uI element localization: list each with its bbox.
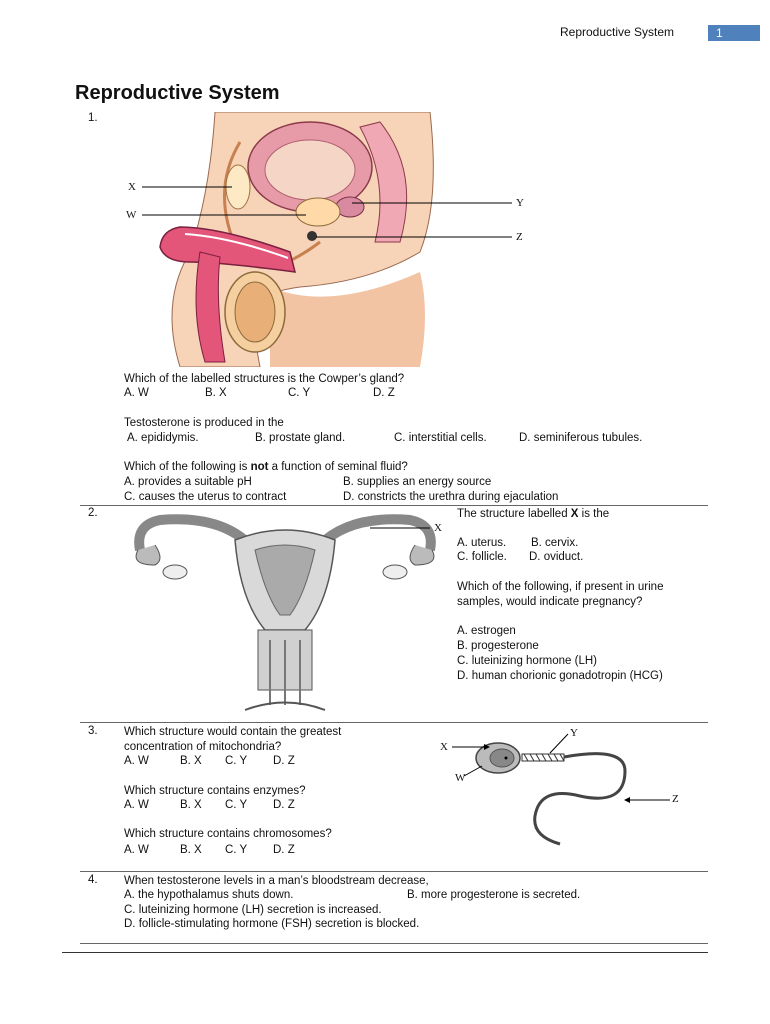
q3a-option-a: A. W (124, 755, 149, 767)
q1a-option-a: A. W (124, 387, 149, 399)
q1b-option-d: D. seminiferous tubules. (519, 432, 643, 444)
divider (80, 505, 708, 506)
question-2-number: 2. (88, 507, 98, 519)
question-1c-text: Which of the following is not a function of seminal fluid? (124, 461, 408, 473)
diagram-label-z: Z (516, 231, 523, 243)
divider (80, 722, 708, 723)
female-reproductive-diagram (130, 510, 440, 720)
q2a-option-a: A. uterus. (457, 537, 507, 549)
q3b-option-b: B. X (180, 799, 202, 811)
q2b-option-a: A. estrogen (457, 625, 516, 637)
divider (80, 871, 708, 872)
footer-rule (62, 952, 708, 953)
q1c-option-c: C. causes the uterus to contract (124, 491, 287, 503)
q2b-option-c: C. luteinizing hormone (LH) (457, 655, 597, 667)
q3b-option-a: A. W (124, 799, 149, 811)
question-3a-line2: concentration of mitochondria? (124, 741, 282, 753)
question-3a-line1: Which structure would contain the greatest (124, 726, 342, 738)
q4-option-b: B. more progesterone is secreted. (407, 889, 581, 901)
q3b-option-c: C. Y (225, 799, 248, 811)
page-title: Reproductive System (75, 82, 280, 104)
question-1b-text: Testosterone is produced in the (124, 417, 284, 429)
diagram-label-x: X (440, 741, 448, 753)
question-2b-line1: Which of the following, if present in urine (457, 581, 664, 593)
q1b-option-a: A. epididymis. (127, 432, 199, 444)
q2b-option-b: B. progesterone (457, 640, 539, 652)
q3c-option-d: D. Z (273, 844, 295, 856)
question-2b-line2: samples, would indicate pregnancy? (457, 596, 643, 608)
diagram-label-w: W (455, 772, 466, 784)
q3c-option-a: A. W (124, 844, 149, 856)
q1c-option-d: D. constricts the urethra during ejaculation (343, 491, 559, 503)
male-reproductive-diagram (120, 112, 540, 367)
diagram-label-y: Y (570, 727, 578, 739)
question-3c-text: Which structure contains chromosomes? (124, 828, 332, 840)
q3a-option-d: D. Z (273, 755, 295, 767)
diagram-label-x: X (434, 522, 442, 534)
q3a-option-c: C. Y (225, 755, 248, 767)
q1c-option-a: A. provides a suitable pH (124, 476, 252, 488)
q3c-option-b: B. X (180, 844, 202, 856)
divider (80, 943, 708, 944)
q3c-option-c: C. Y (225, 844, 248, 856)
q4-option-d: D. follicle-stimulating hormone (FSH) secretion is blocked. (124, 918, 420, 930)
diagram-label-y: Y (516, 197, 524, 209)
q1a-option-b: B. X (205, 387, 227, 399)
q4-option-c: C. luteinizing hormone (LH) secretion is increased. (124, 904, 382, 916)
running-header-title: Reproductive System (560, 25, 675, 39)
question-3b-text: Which structure contains enzymes? (124, 785, 306, 797)
q3a-option-b: B. X (180, 755, 202, 767)
q1c-option-b: B. supplies an energy source (343, 476, 492, 488)
q4-option-a: A. the hypothalamus shuts down. (124, 889, 294, 901)
q2a-option-c: C. follicle. (457, 551, 507, 563)
diagram-label-z: Z (672, 793, 679, 805)
q1b-option-b: B. prostate gland. (255, 432, 346, 444)
diagram-label-x: X (128, 181, 136, 193)
question-4-text: When testosterone levels in a man’s bloodstream decrease, (124, 875, 429, 887)
q3b-option-d: D. Z (273, 799, 295, 811)
question-1a-text: Which of the labelled structures is the Cowper’s gland? (124, 373, 405, 385)
q2b-option-d: D. human chorionic gonadotropin (HCG) (457, 670, 663, 682)
q1b-option-c: C. interstitial cells. (394, 432, 487, 444)
q1a-option-d: D. Z (373, 387, 395, 399)
q1a-option-c: C. Y (288, 387, 311, 399)
q2a-option-d: D. oviduct. (529, 551, 584, 563)
question-4-number: 4. (88, 874, 98, 886)
question-2a-text: The structure labelled X is the (457, 508, 610, 520)
question-3-number: 3. (88, 725, 98, 737)
q2a-option-b: B. cervix. (531, 537, 579, 549)
diagram-label-w: W (126, 209, 137, 221)
question-1-number: 1. (88, 112, 98, 124)
page-number-badge: 1 (708, 25, 760, 41)
sperm-diagram (440, 726, 680, 856)
